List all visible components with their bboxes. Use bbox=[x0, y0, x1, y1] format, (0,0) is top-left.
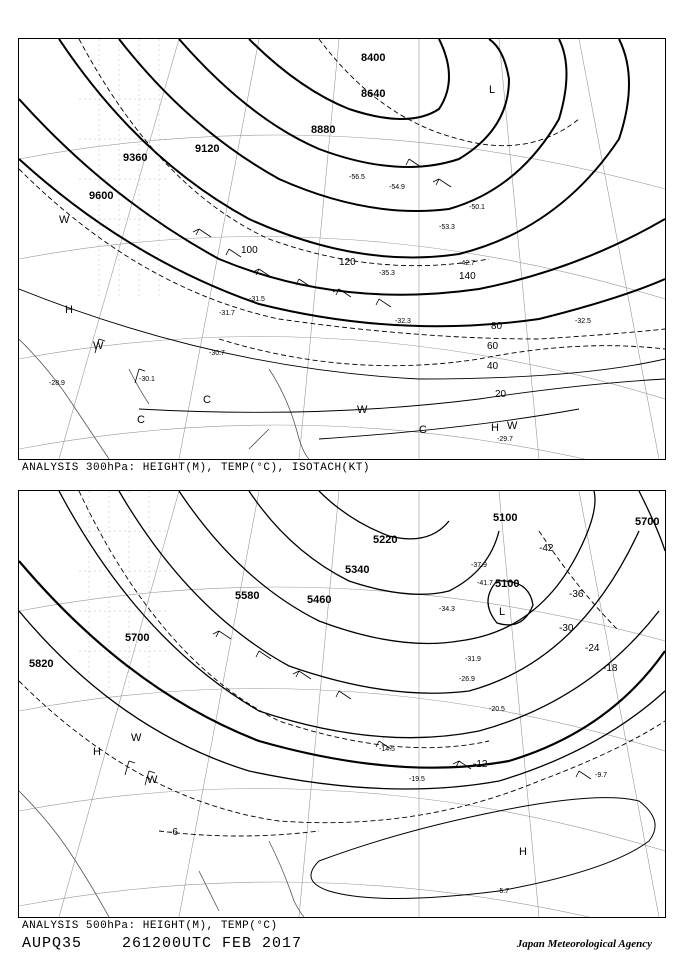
low-center: L bbox=[499, 606, 506, 618]
warm-center: W bbox=[93, 340, 104, 352]
high-center: H bbox=[93, 746, 101, 758]
wind-barbs bbox=[95, 159, 451, 383]
isotach-label: 20 bbox=[495, 389, 507, 400]
height-label: 5100 bbox=[493, 512, 518, 524]
isotherm-label: -18 bbox=[603, 663, 618, 674]
temp-label: -50.1 bbox=[469, 204, 485, 211]
temp-label: -31.7 bbox=[219, 310, 235, 317]
isotherm-label: -12 bbox=[473, 759, 488, 770]
graticule bbox=[19, 39, 665, 459]
isotach-label: 40 bbox=[487, 361, 499, 372]
high-contour bbox=[311, 798, 655, 899]
isotherm-label: -24 bbox=[585, 643, 600, 654]
isotherm-contours bbox=[19, 491, 665, 836]
temp-label: -53.3 bbox=[439, 224, 455, 231]
warm-center: W bbox=[131, 732, 142, 744]
height-contours bbox=[19, 491, 665, 789]
height-label: 8640 bbox=[361, 88, 386, 100]
map-300hpa bbox=[19, 39, 665, 459]
isotach-label: 60 bbox=[487, 341, 499, 352]
map-panel-500hpa bbox=[18, 490, 666, 918]
temp-label: -56.5 bbox=[349, 174, 365, 181]
agency-credit: Japan Meteorological Agency bbox=[516, 938, 652, 950]
temp-label: -42.7 bbox=[459, 260, 475, 267]
isotherm-contours bbox=[19, 39, 665, 366]
height-label: 5820 bbox=[29, 658, 54, 670]
warm-center: W bbox=[147, 774, 158, 786]
isotherm-label: -42 bbox=[539, 543, 554, 554]
chart-identifier bbox=[22, 935, 302, 952]
chart-time: 261200UTC FEB 2017 bbox=[122, 935, 303, 952]
pressure-centers bbox=[59, 84, 518, 436]
isotherm-label: -6 bbox=[169, 827, 178, 838]
temp-label: -31.9 bbox=[465, 656, 481, 663]
high-center: H bbox=[65, 304, 73, 316]
warm-center: W bbox=[507, 420, 518, 432]
temp-label: -14.5 bbox=[379, 746, 395, 753]
temp-label: -31.5 bbox=[249, 296, 265, 303]
pressure-centers bbox=[93, 606, 527, 858]
warm-center: W bbox=[357, 404, 368, 416]
temp-label: -30.7 bbox=[209, 350, 225, 357]
caption-500hpa: ANALYSIS 500hPa: HEIGHT(M), TEMP(°C) bbox=[22, 920, 278, 932]
caption-300hpa: ANALYSIS 300hPa: HEIGHT(M), TEMP(°C), ISOTACH(KT) bbox=[22, 462, 370, 474]
temp-label: -5.7 bbox=[497, 888, 510, 895]
isotach-label: 140 bbox=[459, 271, 476, 282]
temp-label: -32.5 bbox=[575, 318, 591, 325]
height-labels bbox=[89, 52, 385, 202]
isotach-label: 80 bbox=[491, 321, 503, 332]
cold-center: C bbox=[419, 424, 427, 436]
temp-label: -28.9 bbox=[49, 380, 65, 387]
height-label: 5700 bbox=[635, 516, 660, 528]
temp-label: -29.7 bbox=[497, 436, 513, 443]
height-contours bbox=[19, 39, 665, 326]
warm-center: W bbox=[59, 214, 70, 226]
isotach-label: 100 bbox=[241, 245, 258, 256]
coastline bbox=[19, 339, 309, 459]
high-center: H bbox=[491, 422, 499, 434]
map-500hpa bbox=[19, 491, 665, 917]
high-center: H bbox=[519, 846, 527, 858]
low-center: L bbox=[489, 84, 496, 96]
map-panel-300hpa bbox=[18, 38, 666, 460]
temp-label: -32.3 bbox=[395, 318, 411, 325]
height-label: 9120 bbox=[195, 143, 220, 155]
temp-label: -20.5 bbox=[489, 706, 505, 713]
isotherm-label: -30 bbox=[559, 623, 574, 634]
temp-label: -26.9 bbox=[459, 676, 475, 683]
temp-label: -54.9 bbox=[389, 184, 405, 191]
coastline bbox=[19, 791, 304, 917]
height-label: 5700 bbox=[125, 632, 150, 644]
temp-label: -30.1 bbox=[139, 376, 155, 383]
temp-label: -35.3 bbox=[379, 270, 395, 277]
temp-labels bbox=[379, 562, 607, 895]
temp-label: -41.7 bbox=[477, 580, 493, 587]
temp-label: -34.3 bbox=[439, 606, 455, 613]
isotach-label: 120 bbox=[339, 257, 356, 268]
cold-center: C bbox=[137, 414, 145, 426]
height-label: 5340 bbox=[345, 564, 370, 576]
station-grid bbox=[79, 39, 169, 299]
height-label: 5580 bbox=[235, 590, 260, 602]
height-label: 8880 bbox=[311, 124, 336, 136]
temp-labels bbox=[49, 174, 591, 443]
height-label: 8400 bbox=[361, 52, 386, 64]
isotherm-label: -36 bbox=[569, 589, 584, 600]
height-label: 5100 bbox=[495, 578, 520, 590]
temp-label: -37.9 bbox=[471, 562, 487, 569]
height-label: 9600 bbox=[89, 190, 114, 202]
temp-label: -9.7 bbox=[595, 772, 608, 779]
cold-center: C bbox=[203, 394, 211, 406]
height-label: 9360 bbox=[123, 152, 148, 164]
chart-code: AUPQ35 bbox=[22, 935, 83, 952]
temp-label: -19.5 bbox=[409, 776, 425, 783]
height-label: 5220 bbox=[373, 534, 398, 546]
height-label: 5460 bbox=[307, 594, 332, 606]
